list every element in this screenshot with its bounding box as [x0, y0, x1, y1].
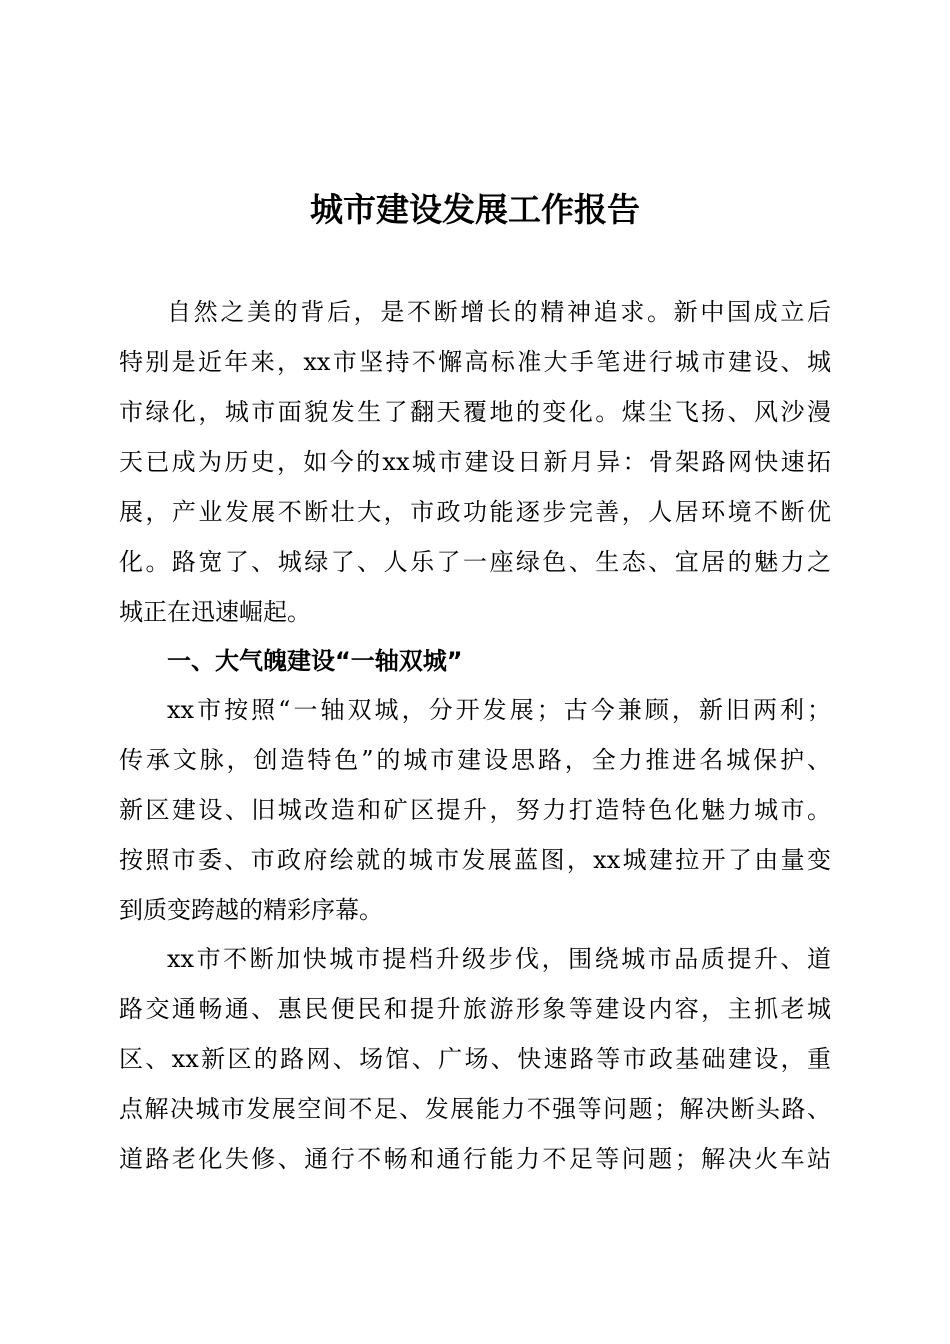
- paragraph-line: 传承文脉，创造特色”的城市建设思路，全力推进名城保护、: [119, 746, 831, 774]
- paragraph-line: xx市按照“一轴双城，分开发展；古今兼顾，新旧两利；: [167, 696, 831, 724]
- paragraph-line: 化。路宽了、城绿了、人乐了一座绿色、生态、宜居的魅力之: [119, 548, 831, 576]
- paragraph-line: 特别是近年来，xx市坚持不懈高标准大手笔进行城市建设、城: [119, 348, 831, 376]
- paragraph-line: 按照市委、市政府绘就的城市发展蓝图，xx城建拉开了由量变: [119, 846, 831, 874]
- document-title: 城市建设发展工作报告: [310, 190, 640, 229]
- paragraph-3: [119, 934, 831, 1184]
- paragraph-line: 城正在迅速崛起。: [119, 598, 311, 626]
- paragraph-line: 展，产业发展不断壮大，市政功能逐步完善，人居环境不断优: [119, 498, 831, 526]
- paragraph-line: 点解决城市发展空间不足、发展能力不强等问题；解决断头路、: [119, 1095, 831, 1123]
- paragraph-line: 到质变跨越的精彩序幕。: [119, 896, 383, 924]
- paragraph-line: 区、xx新区的路网、场馆、广场、快速路等市政基础建设，重: [119, 1045, 831, 1073]
- paragraph-line: 道路老化失修、通行不畅和通行能力不足等问题；解决火车站: [119, 1145, 831, 1173]
- paragraph-line: xx市不断加快城市提档升级步伐，围绕城市品质提升、道: [167, 945, 831, 973]
- paragraph-line: 路交通畅通、惠民便民和提升旅游形象等建设内容，主抓老城: [119, 995, 831, 1023]
- paragraph-2: [119, 685, 831, 935]
- paragraph-1: [119, 287, 831, 637]
- paragraph-line: 新区建设、旧城改造和矿区提升，努力打造特色化魅力城市。: [119, 796, 831, 824]
- paragraph-line: 天已成为历史，如今的xx城市建设日新月异：骨架路网快速拓: [119, 448, 831, 476]
- paragraph-line: 自然之美的背后，是不断增长的精神追求。新中国成立后: [167, 298, 831, 326]
- paragraph-line: 市绿化，城市面貌发生了翻天覆地的变化。煤尘飞扬、风沙漫: [119, 398, 831, 426]
- section-heading: 一、大气魄建设“一轴双城”: [167, 647, 463, 675]
